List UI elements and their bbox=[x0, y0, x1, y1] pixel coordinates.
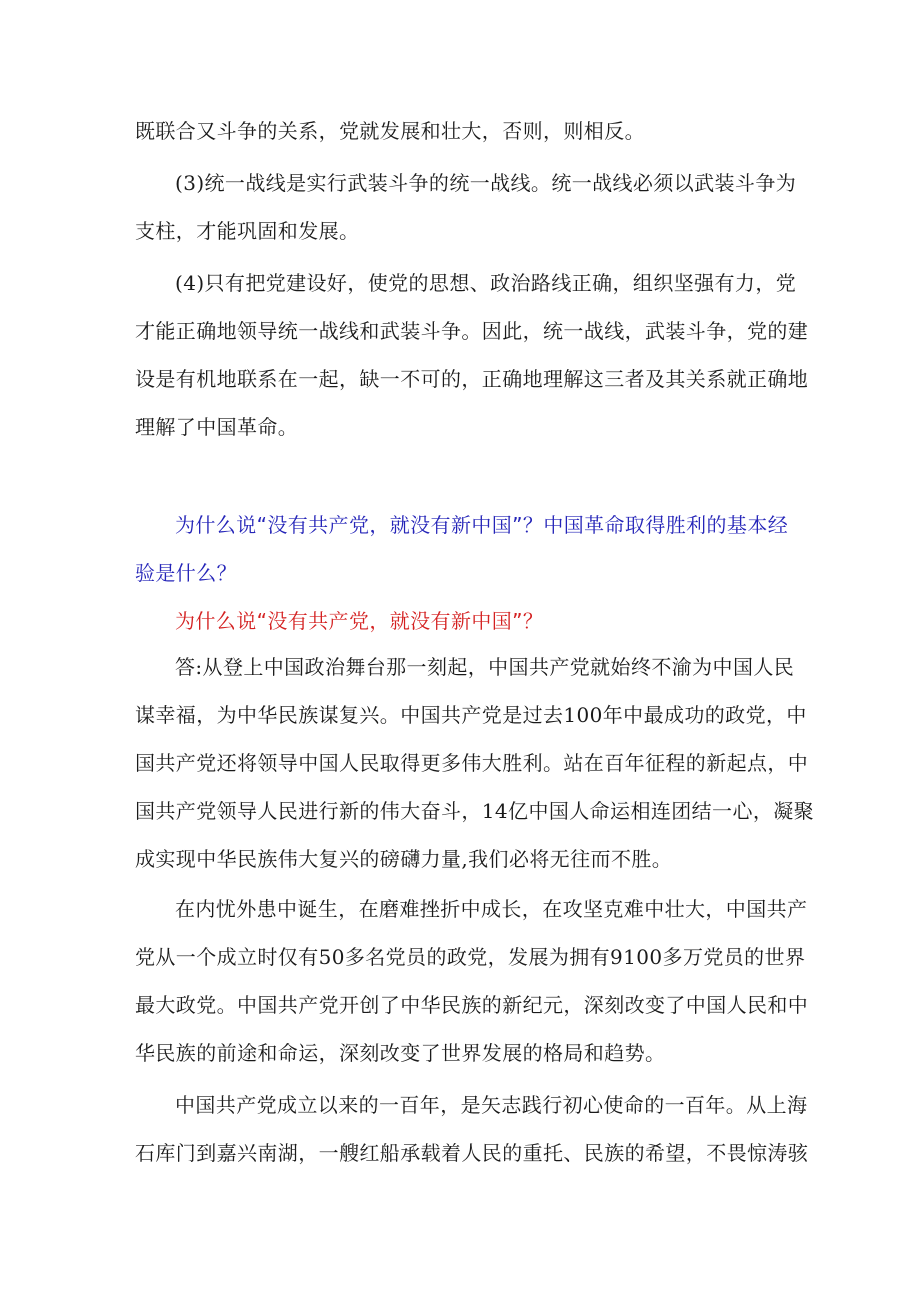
question-title-cont: 验是什么？ bbox=[135, 561, 237, 585]
paragraph-line: 既联合又斗争的关系，党就发展和壮大，否则，则相反。 bbox=[135, 119, 645, 143]
answer-line: 谋幸福，为中华民族谋复兴。中国共产党是过去100年中最成功的政党，中 bbox=[135, 703, 807, 727]
paragraph-line: 支柱，才能巩固和发展。 bbox=[135, 219, 360, 243]
answer-line: 华民族的前途和命运，深刻改变了世界发展的格局和趋势。 bbox=[135, 1041, 666, 1065]
sub-question-heading: 为什么说“没有共产党，就没有新中国”？ bbox=[175, 609, 544, 633]
paragraph-line: 理解了中国革命。 bbox=[135, 415, 299, 439]
answer-line: 成实现中华民族伟大复兴的磅礴力量,我们必将无往而不胜。 bbox=[135, 847, 673, 871]
answer-line: 党从一个成立时仅有50多名党员的政党，发展为拥有9100多万党员的世界 bbox=[135, 945, 806, 969]
paragraph-line: 设是有机地联系在一起，缺一不可的，正确地理解这三者及其关系就正确地 bbox=[135, 367, 809, 391]
answer-line: 中国共产党成立以来的一百年，是矢志践行初心使命的一百年。从上海 bbox=[175, 1093, 808, 1117]
answer-line: 石库门到嘉兴南湖，一艘红船承载着人民的重托、民族的希望，不畏惊涛骇 bbox=[135, 1141, 809, 1165]
answer-line: 国共产党领导人民进行新的伟大奋斗，14亿中国人命运相连团结一心，凝聚 bbox=[135, 799, 815, 823]
answer-line: 国共产党还将领导中国人民取得更多伟大胜利。站在百年征程的新起点，中 bbox=[135, 751, 809, 775]
paragraph-line: 才能正确地领导统一战线和武装斗争。因此，统一战线，武装斗争，党的建 bbox=[135, 319, 809, 343]
paragraph-line: (3)统一战线是实行武装斗争的统一战线。统一战线必须以武装斗争为 bbox=[175, 171, 797, 195]
paragraph-line: (4)只有把党建设好，使党的思想、政治路线正确，组织坚强有力，党 bbox=[175, 271, 797, 295]
question-title: 为什么说“没有共产党，就没有新中国”？中国革命取得胜利的基本经 bbox=[175, 513, 789, 537]
answer-line: 最大政党。中国共产党开创了中华民族的新纪元，深刻改变了中国人民和中 bbox=[135, 993, 809, 1017]
answer-line: 答:从登上中国政治舞台那一刻起，中国共产党就始终不渝为中国人民 bbox=[175, 655, 795, 679]
answer-line: 在内忧外患中诞生，在磨难挫折中成长，在攻坚克难中壮大，中国共产 bbox=[175, 897, 808, 921]
